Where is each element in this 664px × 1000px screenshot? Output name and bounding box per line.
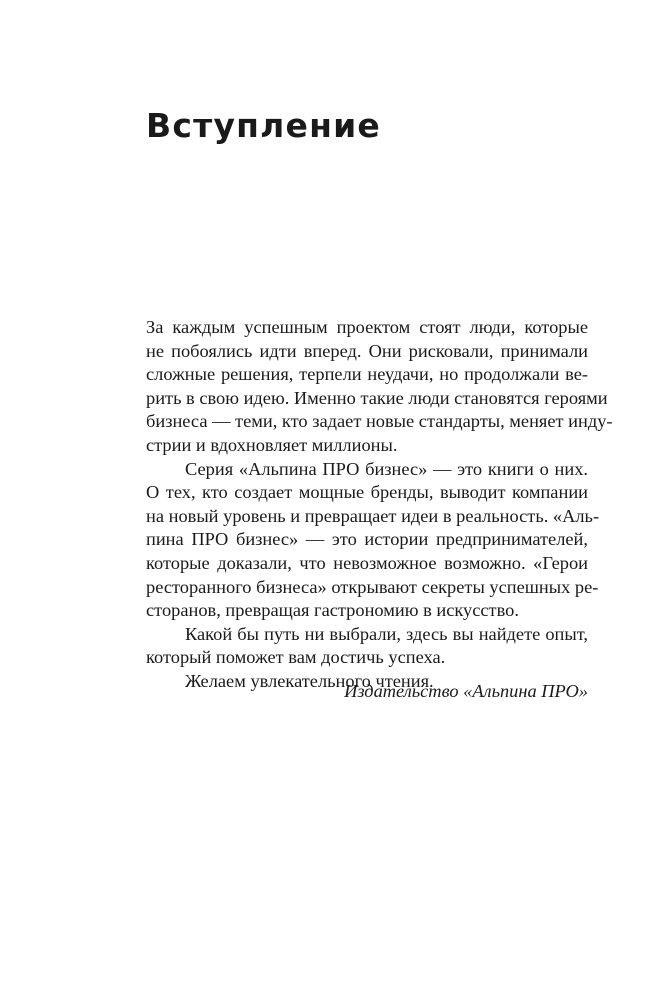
text-line: который поможет вам достичь успеха. <box>146 647 446 668</box>
introduction-text <box>146 316 613 694</box>
text-line: стрии и вдохновляет миллионы. <box>146 434 398 455</box>
text-line: Какой бы путь ни выбрали, здесь вы найдете опыт, <box>185 623 588 644</box>
text-line: рить в свою идею. Именно такие люди становятся героями <box>146 387 608 408</box>
text-line: на новый уровень и превращает идеи в реальность. «Аль- <box>146 505 600 526</box>
text-line: Желаем увлекательного чтения. <box>185 670 434 691</box>
chapter-heading: Вступление <box>146 106 382 145</box>
paragraph-3 <box>146 623 588 670</box>
text-line: О тех, кто создает мощные бренды, выводит компании <box>146 482 588 503</box>
paragraph-1 <box>146 316 613 458</box>
text-line: За каждым успешным проектом стоят люди, которые <box>146 317 588 337</box>
text-line: не побоялись идти вперед. Они рисковали, принимали <box>146 340 588 361</box>
text-line: сторанов, превращая гастрономию в искусство. <box>146 600 519 621</box>
text-line: пина ПРО бизнес» — это истории предпринимателей, <box>146 529 588 550</box>
text-line: которые доказали, что невозможное возможно. «Герои <box>146 552 588 573</box>
text-line: бизнеса — теми, кто задает новые стандарты, меняет инду- <box>146 411 613 432</box>
text-line: Серия «Альпина ПРО бизнес» — это книги о них. <box>185 458 588 479</box>
text-line: ресторанного бизнеса» открывают секреты успешных ре- <box>146 576 599 597</box>
paragraph-2 <box>146 458 600 623</box>
publisher-signature: Издательство «Альпина ПРО» <box>344 681 588 701</box>
text-line: сложные решения, терпели неудачи, но продолжали ве- <box>146 364 588 385</box>
